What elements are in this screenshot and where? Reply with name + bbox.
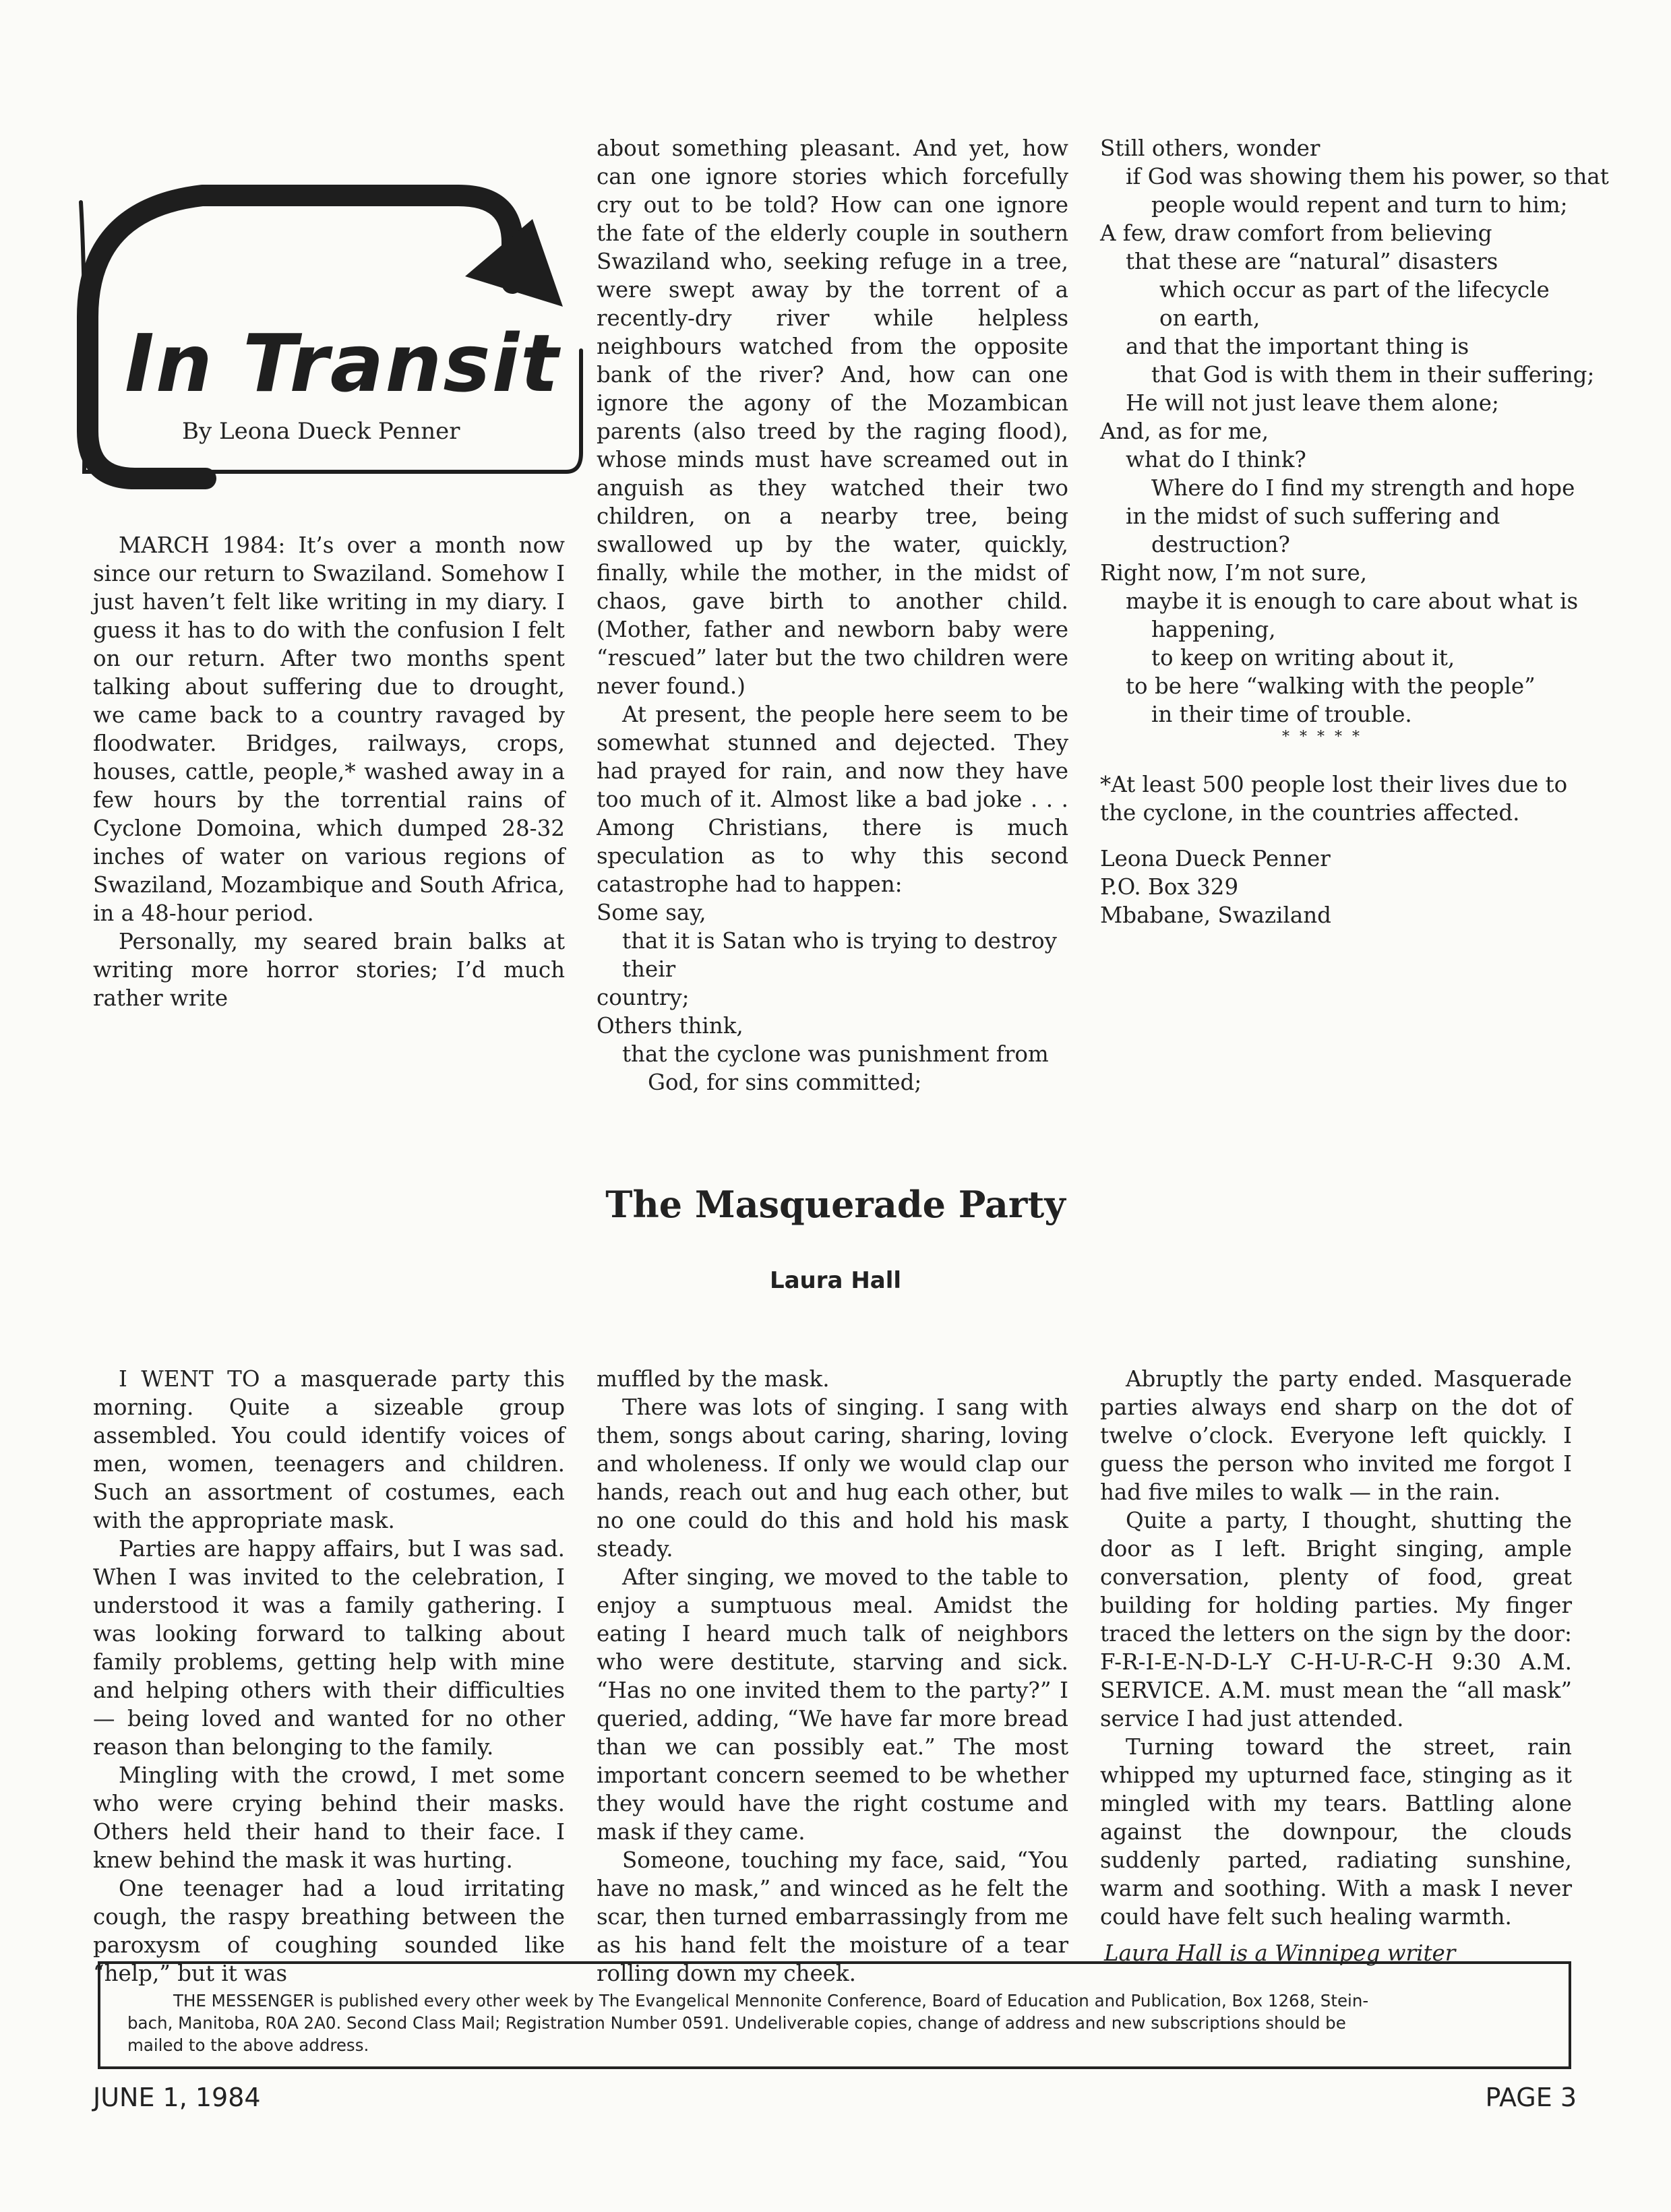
poem-line: that these are “natural” disasters [1126, 249, 1498, 274]
section-stars: * * * * * [1282, 729, 1362, 745]
paragraph: Parties are happy affairs, but I was sad. When I was invited to the celebration, I understood it was a family gathering. I was looking forward to talking about family problems, getting help with mine and helping others with their difficulties — being loved and wanted for no other reason than belonging to the family. [93, 1536, 565, 1760]
poem-line: that the cyclone was punishment from [622, 1041, 1049, 1067]
paragraph: MARCH 1984: It’s over a month now since our return to Swaziland. Somehow I just haven’t felt like writing in my diary. I guess it has to do with the confusion I felt on our return. After two months spent talking about suffering due to drought, we came back to a country ravaged by floodwater. Bridges, railways, crops, houses, cattle, people,* washed away in a few hours by the torrential rains of Cyclone Domoina, which dumped 28-32 inches of water on various regions of Swaziland, Mozambique and South Africa, in a 48-hour period. [93, 532, 565, 926]
poem-line: Others think, [597, 1013, 743, 1039]
in-transit-byline: By Leona Dueck Penner [182, 418, 460, 445]
author-note: Laura Hall is a Winnipeg writer [1104, 1940, 1456, 1966]
poem-line: in their time of trouble. [1151, 702, 1412, 727]
poem-line: And, as for me, [1100, 419, 1269, 444]
poem-line: God, for sins committed; [648, 1070, 922, 1095]
poem-line: Right now, I’m not sure, [1100, 560, 1368, 586]
poem-line: Still others, wonder [1100, 135, 1320, 161]
notice-line: bach, Manitoba, R0A 2A0. Second Class Mail; Registration Number 0591. Undeliverable copies, change of address and new subscriptions should be [127, 2013, 1346, 2033]
paragraph: After singing, we moved to the table to enjoy a sumptuous meal. Amidst the eating I heard much talk of neighbors who were destitute, starving and sick. “Has no one invited them to the party?” I queried, adding, “We have far more bread than we can possibly eat.” The most important concern seemed to be whether they would have the right costume and mask if they came. [597, 1564, 1068, 1845]
paragraph: about something pleasant. And yet, how can one ignore stories which forcefully cry out to be told? How can one ignore the fate of the elderly couple in southern Swaziland who, seeking refuge in a tree, were swept away by the torrent of a recently-dry river while helpless neighbours watched from the opposite bank of the river? And, how can one ignore the agony of the Mozambican parents (also treed by the raging flood), whose minds must have screamed out in anguish as they watched their two children, on a nearby tree, being swallowed up by the water, quickly, finally, while the mother, in the midst of chaos, gave birth to another child. (Mother, father and newborn baby were “rescued” later but the two children were never found.) [597, 135, 1068, 699]
publication-notice-box [98, 1961, 1571, 2069]
poem-line: maybe it is enough to care about what is [1126, 588, 1579, 614]
paragraph: Someone, touching my face, said, “You have no mask,” and winced as he felt the scar, then turned embarrassingly from me as his hand felt the moisture of a tear rolling down my cheek. [597, 1847, 1068, 1986]
masquerade-author: Laura Hall [769, 1267, 902, 1294]
paragraph: I WENT TO a masquerade party this morning. Quite a sizeable group assembled. You could identify voices of men, women, teenagers and children. Such an assortment of costumes, each with the appropriate mask. [93, 1366, 565, 1533]
paragraph: One teenager had a loud irritating cough, the raspy breathing between the paroxysm of coughing sounded like “help,” but it was [93, 1876, 565, 1986]
poem-line: in the midst of such suffering and [1126, 503, 1500, 529]
paragraph: Turning toward the street, rain whipped my upturned face, stinging as it mingled with my tears. Battling alone against the downpour, the clouds suddenly parted, radiating sunshine, warm and soothing. With a mask I never could have felt such healing warmth. [1100, 1734, 1572, 1930]
poem-line: that God is with them in their suffering; [1151, 362, 1595, 388]
paragraph: muffled by the mask. [597, 1366, 830, 1392]
in-transit-column-1 [93, 531, 565, 1012]
poem-line: to keep on writing about it, [1151, 645, 1455, 671]
masquerade-column-3 [1100, 1365, 1572, 1967]
in-transit-column-3 [1100, 134, 1609, 929]
notice-line: THE MESSENGER is published every other week by The Evangelical Mennonite Conference, Board of Education and Publication, Box 1268, Stein- [173, 1991, 1369, 2010]
masquerade-column-2 [597, 1365, 1068, 1988]
in-transit-column-2 [597, 134, 1068, 1097]
issue-date: JUNE 1, 1984 [93, 2083, 261, 2112]
poem-line: destruction? [1151, 532, 1290, 557]
masquerade-column-1 [93, 1365, 565, 1988]
paragraph: Personally, my seared brain balks at writing more horror stories; I’d much rather write [93, 929, 565, 1011]
poem-line: He will not just leave them alone; [1126, 390, 1499, 416]
poem-line: A few, draw comfort from believing [1100, 220, 1492, 246]
poem-line: what do I think? [1126, 447, 1306, 472]
poem-line: country; [597, 985, 690, 1010]
masquerade-title: The Masquerade Party [605, 1183, 1066, 1226]
address-line: P.O. Box 329 [1100, 874, 1239, 900]
poem-line: happening, [1151, 617, 1276, 642]
poem-line: that it is Satan who is trying to destroy their [622, 928, 1057, 982]
poem-line: on earth, [1159, 305, 1260, 331]
in-transit-title: In Transit [125, 317, 560, 410]
poem-line: Where do I find my strength and hope [1151, 475, 1575, 501]
poem-line: people would repent and turn to him; [1151, 192, 1568, 218]
paragraph: Abruptly the party ended. Masquerade parties always end sharp on the dot of twelve o’clock. Everyone left quickly. I guess the person who invited me forgot I had five miles to walk — in the rain. [1100, 1366, 1572, 1505]
address-line: Mbabane, Swaziland [1100, 902, 1331, 928]
poem-line: and that the important thing is [1126, 334, 1469, 359]
paragraph: There was lots of singing. I sang with them, songs about caring, sharing, loving and wholeness. If only we would clap our hands, reach out and hug each other, but no one could do this and hold his mask steady. [597, 1394, 1068, 1562]
paragraph: At present, the people here seem to be somewhat stunned and dejected. They had prayed for rain, and now they have too much of it. Almost like a bad joke . . . Among Christians, there is much speculation as to why this second catastrophe had to happen: [597, 702, 1068, 897]
footnote: *At least 500 people lost their lives due to the cyclone, in the countries affected. [1100, 772, 1568, 826]
poem-line: if God was showing them his power, so that [1126, 164, 1609, 189]
paragraph: Quite a party, I thought, shutting the door as I left. Bright singing, ample conversation, plenty of food, great building for holding parties. My finger traced the letters on the sign by the door: F-R-I-E-N-D-L-Y C-H-U-R-C-H 9:30 A.M. SERVICE. A.M. must mean the “all mask” service I had just attended. [1100, 1508, 1572, 1731]
poem-line: to be here “walking with the people” [1126, 673, 1536, 699]
page-number: PAGE 3 [1485, 2083, 1577, 2112]
notice-line: mailed to the above address. [127, 2035, 369, 2055]
poem-line: Some say, [597, 900, 706, 925]
poem-part-1 [597, 898, 1068, 1097]
paragraph: Mingling with the crowd, I met some who were crying behind their masks. Others held their hand to their face. I knew behind the mask it was hurting. [93, 1762, 565, 1873]
poem-line: which occur as part of the lifecycle [1159, 277, 1550, 303]
address-line: Leona Dueck Penner [1100, 846, 1331, 871]
